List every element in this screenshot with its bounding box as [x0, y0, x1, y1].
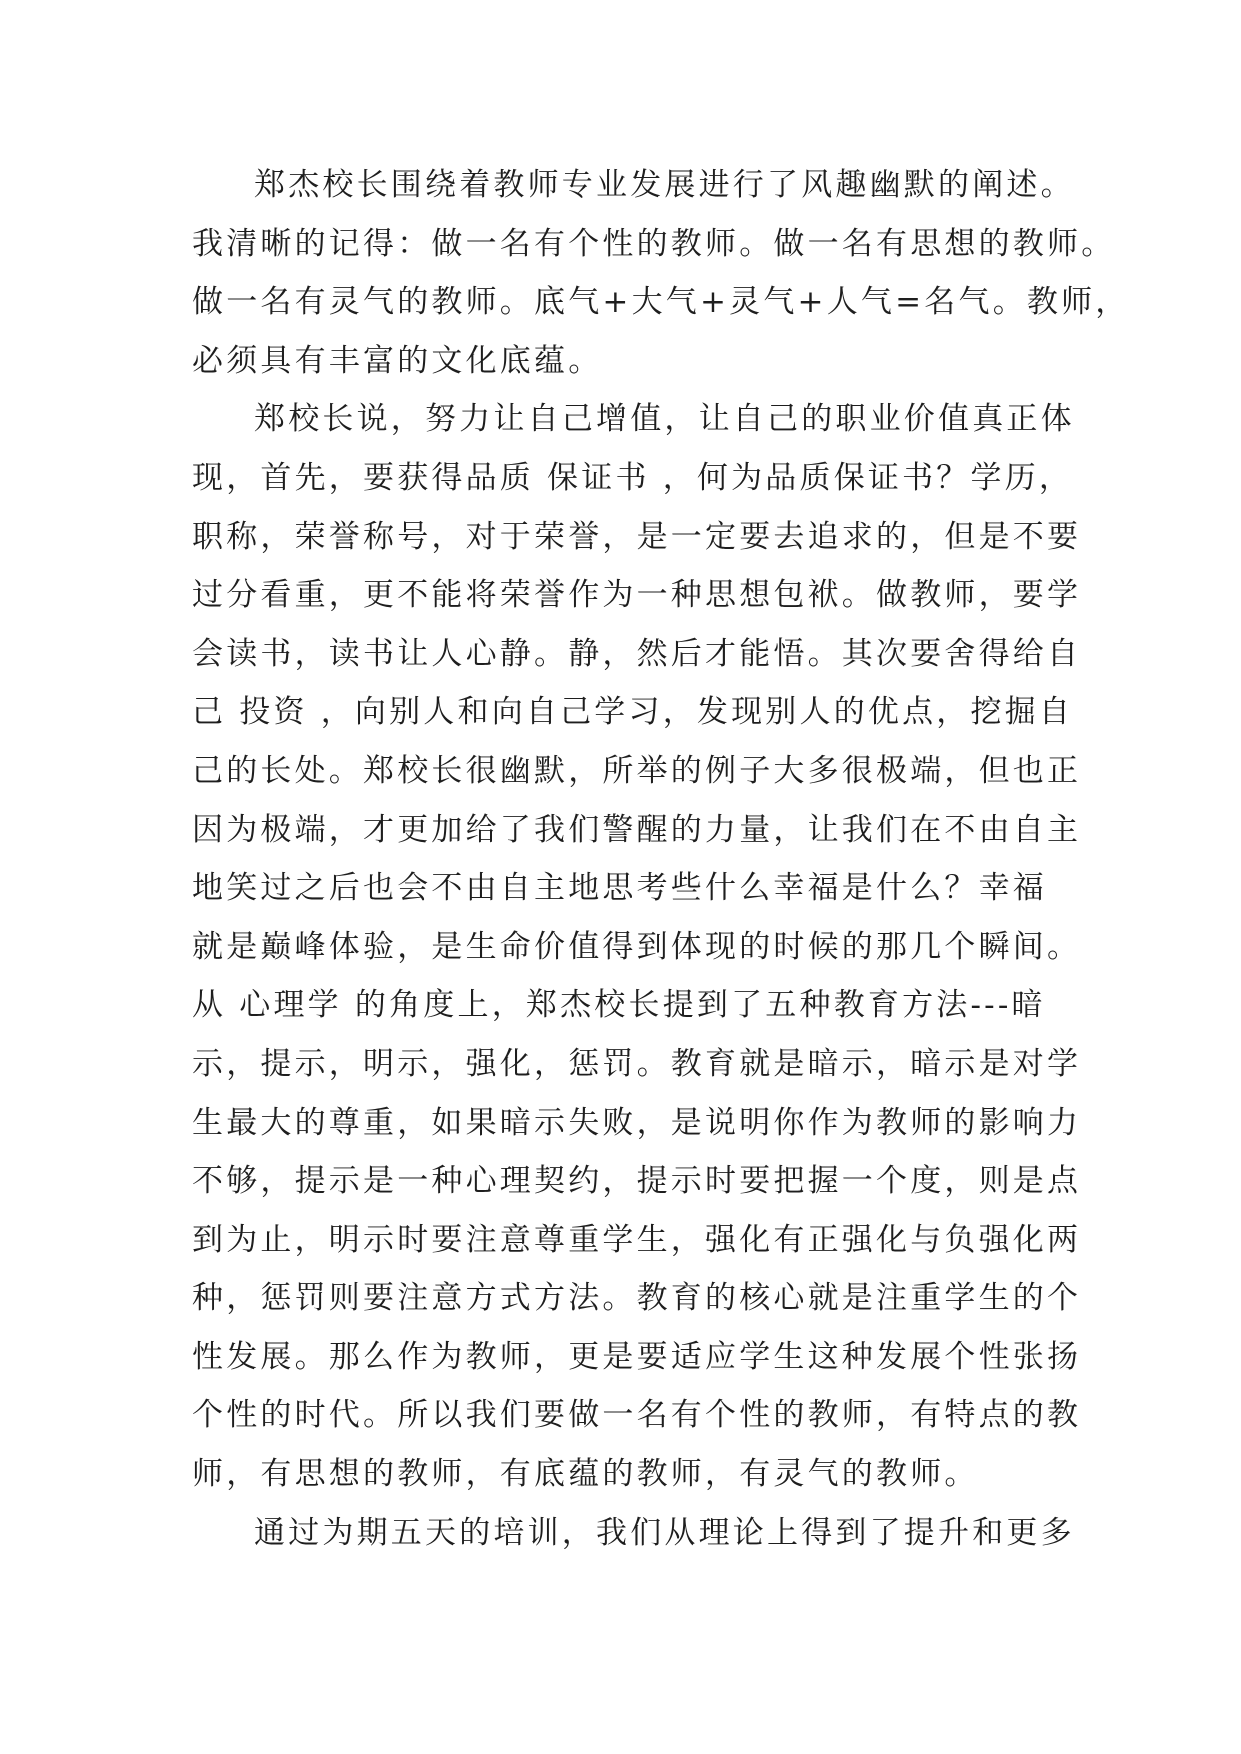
paragraph-2-line-1: 郑校长说，努力让自己增值，让自己的职业价值真正体: [254, 401, 1075, 438]
paragraph-2-line-8: 因为极端，才更加给了我们警醒的力量，让我们在不由自主: [192, 811, 1082, 848]
paragraph-2-line-10: 就是巅峰体验，是生命价值得到体现的时候的那几个瞬间。: [192, 928, 1082, 965]
paragraph-2-line-6: 己 投资 ，向别人和向自己学习，发现别人的优点，挖掘自: [192, 694, 1074, 731]
paragraph-2-line-19: 师，有思想的教师，有底蕴的教师，有灵气的教师。: [192, 1456, 979, 1493]
paragraph-2-line-11: 从 心理学 的角度上，郑杰校长提到了五种教育方法---暗: [192, 987, 1046, 1024]
paragraph-1-line-3: 做一名有灵气的教师。底气+大气+灵气+人气=名气。教师，: [192, 284, 1130, 321]
paragraph-2-line-12: 示，提示，明示，强化，惩罚。教育就是暗示，暗示是对学: [192, 1045, 1082, 1082]
body-text: [192, 156, 1130, 1562]
paragraph-1-line-1: 郑杰校长围绕着教师专业发展进行了风趣幽默的阐述。: [254, 167, 1075, 203]
paragraph-2-line-16: 种，惩罚则要注意方式方法。教育的核心就是注重学生的个: [192, 1280, 1082, 1317]
paragraph-2-line-15: 到为止，明示时要注意尊重学生，强化有正强化与负强化两: [192, 1221, 1082, 1258]
paragraph-2-line-2: 现，首先，要获得品质 保证书 ，何为品质保证书？学历，: [192, 459, 1074, 496]
paragraph-1-line-4: 必须具有丰富的文化底蕴。: [192, 342, 603, 379]
paragraph-3-line-1: 通过为期五天的培训，我们从理论上得到了提升和更多: [254, 1514, 1075, 1551]
paragraph-2-line-14: 不够，提示是一种心理契约，提示时要把握一个度，则是点: [192, 1163, 1082, 1200]
paragraph-2-line-5: 会读书，读书让人心静。静，然后才能悟。其次要舍得给自: [192, 635, 1082, 672]
paragraph-2-line-13: 生最大的尊重，如果暗示失败，是说明你作为教师的影响力: [192, 1104, 1082, 1141]
paragraph-2-line-7: 己的长处。郑校长很幽默，所举的例子大多很极端，但也正: [192, 752, 1082, 789]
paragraph-2-line-9: 地笑过之后也会不由自主地思考些什么幸福是什么？幸福: [192, 870, 1047, 907]
paragraph-2-line-4: 过分看重，更不能将荣誉作为一种思想包袱。做教师，要学: [192, 577, 1082, 614]
paragraph-1-line-2: 我清晰的记得：做一名有个性的教师。做一名有思想的教师。: [192, 225, 1116, 262]
paragraph-2-line-3: 职称，荣誉称号，对于荣誉，是一定要去追求的，但是不要: [192, 518, 1082, 555]
paragraph-2-line-17: 性发展。那么作为教师，更是要适应学生这种发展个性张扬: [192, 1338, 1082, 1375]
paragraph-2-line-18: 个性的时代。所以我们要做一名有个性的教师，有特点的教: [192, 1397, 1082, 1434]
